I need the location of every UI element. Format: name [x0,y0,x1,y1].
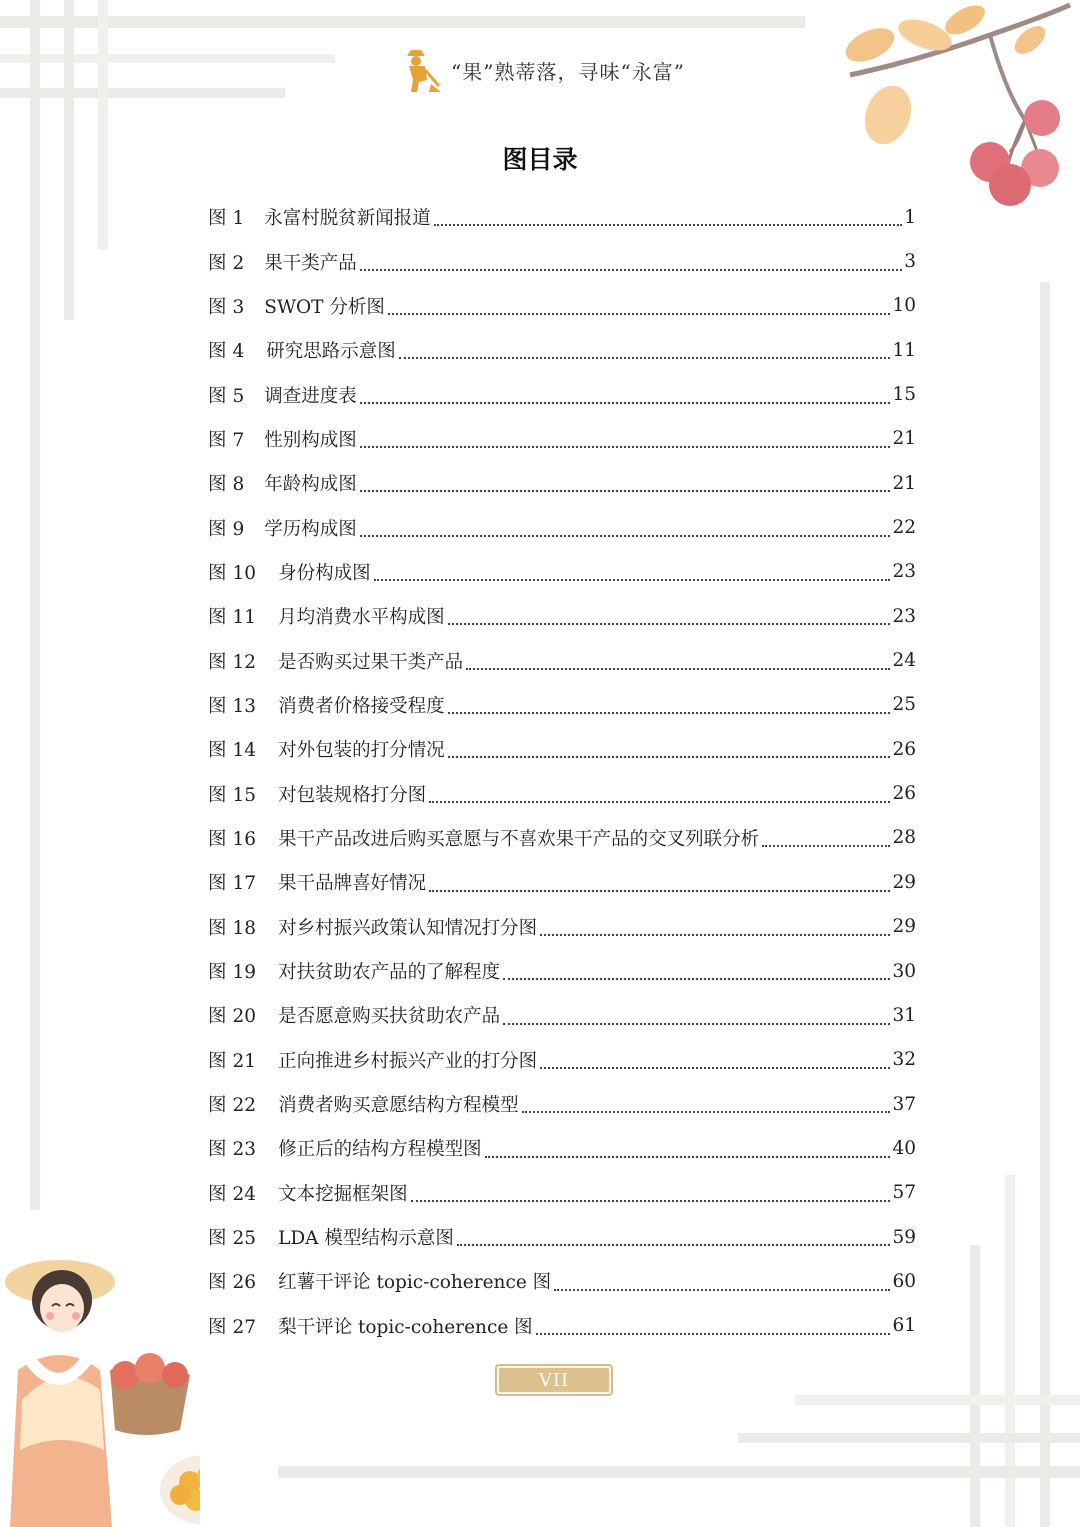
toc-leader-dots [762,844,890,847]
toc-figure-label: 图 21 [208,1050,257,1072]
toc-entry-title: 学历构成图 [264,518,357,540]
toc-entry-title: 文本挖掘框架图 [278,1183,408,1205]
toc-figure-label: 图 3 [208,296,245,318]
toc-page-number: 29 [892,871,916,893]
toc-row[interactable] [208,949,916,993]
toc-figure-label: 图 1 [208,208,245,230]
toc-row[interactable] [208,771,916,815]
toc-row[interactable] [208,550,916,594]
toc-leader-dots [399,356,891,359]
toc-row[interactable] [208,1259,916,1303]
toc-page-number: 10 [892,295,916,317]
toc-leader-dots [536,1332,891,1335]
header-slogan: “果”熟蒂落，寻味“永富” [451,59,685,84]
toc-leader-dots [411,1199,891,1202]
toc-figure-label: 图 4 [208,341,245,363]
toc-page-number: 31 [892,1004,916,1026]
toc-leader-dots [457,1243,891,1246]
persimmon-branch-illustration [830,0,1080,215]
toc-entry-title: 果干品牌喜好情况 [278,873,427,895]
toc-figure-label: 图 9 [208,518,245,540]
toc-row[interactable] [208,727,916,771]
toc-row[interactable] [208,905,916,949]
toc-figure-label: 图 12 [208,651,257,673]
toc-page-number: 3 [904,251,916,273]
toc-page-number: 15 [892,384,916,406]
toc-row[interactable] [208,461,916,505]
toc-leader-dots [448,755,891,758]
toc-row[interactable] [208,816,916,860]
toc-page-number: 60 [892,1270,916,1292]
toc-entry-title: 修正后的结构方程模型图 [278,1139,482,1161]
toc-figure-label: 图 24 [208,1183,257,1205]
toc-leader-dots [429,800,890,803]
toc-leader-dots [503,977,890,980]
toc-entry-title: 果干类产品 [264,252,357,274]
figure-list [208,195,916,1348]
toc-entry-title: 对乡村振兴政策认知情况打分图 [278,917,538,939]
page-number-badge [495,1364,613,1396]
toc-page-number: 21 [892,472,916,494]
toc-leader-dots [485,1155,891,1158]
frame-bar-bottom-1 [738,1433,1080,1443]
toc-row[interactable] [208,1038,916,1082]
toc-figure-label: 图 2 [208,252,245,274]
toc-page-number: 23 [892,561,916,583]
toc-entry-title: 消费者价格接受程度 [278,695,445,717]
toc-page-number: 59 [892,1226,916,1248]
toc-row[interactable] [208,594,916,638]
toc-page-number: 26 [892,738,916,760]
toc-figure-label: 图 26 [208,1272,257,1294]
page-title: 图目录 [502,145,578,174]
toc-page-number: 23 [892,605,916,627]
toc-entry-title: 月均消费水平构成图 [278,607,445,629]
toc-page-number: 30 [892,960,916,982]
toc-page-number: 21 [892,428,916,450]
toc-entry-title: SWOT 分析图 [264,296,385,318]
toc-figure-label: 图 11 [208,607,257,629]
toc-entry-title: 对包装规格打分图 [278,784,427,806]
toc-row[interactable] [208,239,916,283]
toc-leader-dots [434,223,902,226]
toc-figure-label: 图 18 [208,917,257,939]
toc-figure-label: 图 22 [208,1095,257,1117]
toc-entry-title: 正向推进乡村振兴产业的打分图 [278,1050,538,1072]
toc-leader-dots [388,312,891,315]
toc-leader-dots [448,622,891,625]
toc-entry-title: 红薯干评论 topic-coherence 图 [278,1272,552,1294]
toc-entry-title: 是否购买过果干类产品 [278,651,464,673]
toc-page-number: 29 [892,916,916,938]
toc-leader-dots [554,1288,890,1291]
toc-entry-title: 对外包装的打分情况 [278,740,445,762]
toc-entry-title: 研究思路示意图 [266,341,396,363]
toc-leader-dots [540,933,890,936]
toc-entry-title: 性别构成图 [264,429,357,451]
page-number: VII [499,1368,609,1392]
toc-leader-dots [448,711,891,714]
frame-bar-bottom-2 [795,1395,1080,1405]
toc-figure-label: 图 10 [208,562,257,584]
toc-row[interactable] [208,328,916,372]
toc-leader-dots [540,1066,890,1069]
toc-leader-dots [360,489,891,492]
toc-entry-title: 身份构成图 [278,562,371,584]
toc-entry-title: 果干产品改进后购买意愿与不喜欢果干产品的交叉列联分析 [278,828,760,850]
toc-entry-title: 永富村脱贫新闻报道 [264,208,431,230]
toc-leader-dots [374,578,891,581]
toc-page-number: 37 [892,1093,916,1115]
toc-figure-label: 图 14 [208,740,257,762]
girl-with-fruit-basket-illustration [0,1250,200,1527]
toc-leader-dots [522,1110,891,1113]
farmer-icon [395,46,443,94]
toc-page-number: 24 [892,650,916,672]
toc-figure-label: 图 5 [208,385,245,407]
toc-leader-dots [503,1022,890,1025]
toc-row[interactable] [208,993,916,1037]
toc-figure-label: 图 17 [208,873,257,895]
toc-row[interactable] [208,505,916,549]
toc-leader-dots [360,534,891,537]
toc-row[interactable] [208,372,916,416]
toc-figure-label: 图 27 [208,1316,257,1338]
toc-page-number: 25 [892,694,916,716]
toc-figure-label: 图 15 [208,784,257,806]
toc-figure-label: 图 23 [208,1139,257,1161]
toc-row[interactable] [208,638,916,682]
toc-page-number: 28 [892,827,916,849]
toc-page-number: 22 [892,517,916,539]
toc-entry-title: 梨干评论 topic-coherence 图 [278,1316,533,1338]
toc-figure-label: 图 16 [208,828,257,850]
frame-bar-right-vert-3 [970,1245,980,1527]
frame-bar-right-vert-1 [1040,282,1050,1527]
toc-leader-dots [360,401,891,404]
toc-entry-title: 年龄构成图 [264,474,357,496]
toc-figure-label: 图 8 [208,474,245,496]
toc-figure-label: 图 25 [208,1228,257,1250]
toc-row[interactable] [208,1126,916,1170]
toc-row[interactable] [208,284,916,328]
frame-bar-top-long [0,16,805,28]
toc-page-number: 1 [904,206,916,228]
toc-page-number: 57 [892,1182,916,1204]
toc-entry-title: 是否愿意购买扶贫助农产品 [278,1006,501,1028]
toc-figure-label: 图 7 [208,429,245,451]
toc-entry-title: 对扶贫助农产品的了解程度 [278,962,501,984]
toc-entry-title: 调查进度表 [264,385,357,407]
toc-row[interactable] [208,1304,916,1348]
frame-bar-bottom-3 [278,1466,1080,1478]
toc-page-number: 61 [892,1315,916,1337]
toc-row[interactable] [208,1082,916,1126]
toc-row[interactable] [208,1215,916,1259]
toc-leader-dots [360,445,891,448]
toc-page-number: 26 [892,783,916,805]
toc-leader-dots [360,268,902,271]
toc-leader-dots [429,889,890,892]
toc-page-number: 40 [892,1137,916,1159]
toc-leader-dots [466,667,890,670]
toc-figure-label: 图 13 [208,695,257,717]
toc-page-number: 32 [892,1049,916,1071]
toc-row[interactable] [208,195,916,239]
frame-bar-left-vert-3 [98,0,108,250]
toc-row[interactable] [208,683,916,727]
toc-row[interactable] [208,417,916,461]
toc-figure-label: 图 20 [208,1006,257,1028]
toc-page-number: 11 [892,339,916,361]
page-header [0,44,1080,96]
frame-bar-left-vert-1 [30,0,40,1210]
toc-figure-label: 图 19 [208,962,257,984]
toc-row[interactable] [208,860,916,904]
toc-entry-title: 消费者购买意愿结构方程模型 [278,1095,519,1117]
toc-entry-title: LDA 模型结构示意图 [278,1228,454,1250]
toc-row[interactable] [208,1171,916,1215]
